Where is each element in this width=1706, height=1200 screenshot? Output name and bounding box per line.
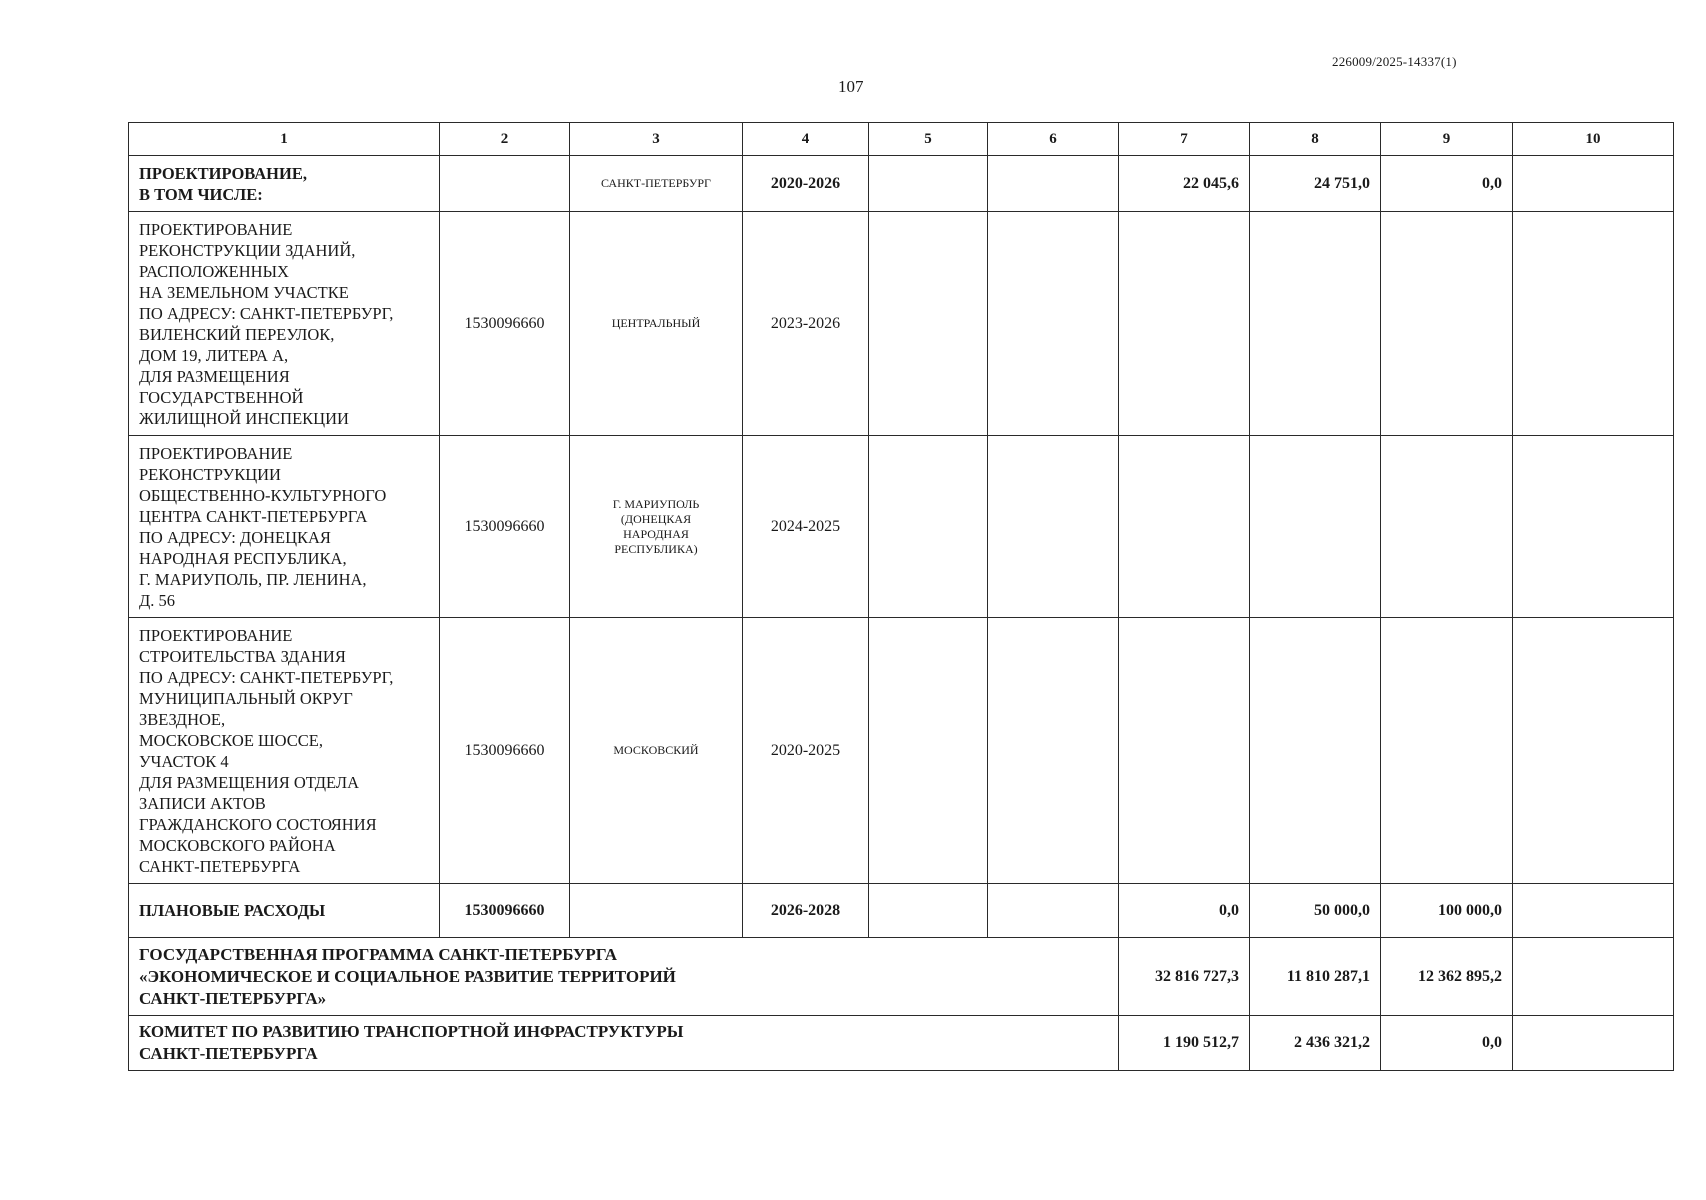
row-value-8: 50 000,0 — [1250, 884, 1381, 938]
row-cell-10 — [1513, 156, 1674, 212]
row-period: 2020-2026 — [743, 156, 869, 212]
row-period: 2023-2026 — [743, 212, 869, 436]
row-code — [440, 156, 570, 212]
row-value-7 — [1119, 618, 1250, 884]
row-value-7 — [1119, 212, 1250, 436]
row-value-8: 24 751,0 — [1250, 156, 1381, 212]
row-period: 2024-2025 — [743, 436, 869, 618]
row-name: ПРОЕКТИРОВАНИЕ РЕКОНСТРУКЦИИ ОБЩЕСТВЕННО-КУЛЬТУРНОГО ЦЕНТРА САНКТ-ПЕТЕРБУРГА ПО АДРЕСУ: ДОНЕЦКАЯ НАРОДНАЯ РЕСПУБЛИКА, Г. МАРИУПОЛЬ, ПР. ЛЕНИНА, Д. 56 — [129, 436, 440, 618]
program-value-9: 12 362 895,2 — [1381, 938, 1513, 1016]
row-name: ПРОЕКТИРОВАНИЕ, В ТОМ ЧИСЛЕ: — [129, 156, 440, 212]
committee-value-9: 0,0 — [1381, 1016, 1513, 1071]
row-code: 1530096660 — [440, 618, 570, 884]
row-value-8 — [1250, 618, 1381, 884]
column-header: 3 — [570, 123, 743, 156]
committee-name: КОМИТЕТ ПО РАЗВИТИЮ ТРАНСПОРТНОЙ ИНФРАСТРУКТУРЫ САНКТ-ПЕТЕРБУРГА — [129, 1016, 1119, 1071]
budget-table — [128, 122, 1674, 1071]
row-value-9: 100 000,0 — [1381, 884, 1513, 938]
row-cell-5 — [869, 156, 988, 212]
row-cell-10 — [1513, 436, 1674, 618]
row-location: ЦЕНТРАЛЬНЫЙ — [570, 212, 743, 436]
committee-value-8: 2 436 321,2 — [1250, 1016, 1381, 1071]
row-cell-6 — [988, 884, 1119, 938]
table-row — [129, 884, 1674, 938]
row-cell-5 — [869, 618, 988, 884]
row-code: 1530096660 — [440, 212, 570, 436]
committee-value-7: 1 190 512,7 — [1119, 1016, 1250, 1071]
program-cell-10 — [1513, 938, 1674, 1016]
row-cell-5 — [869, 884, 988, 938]
row-cell-10 — [1513, 884, 1674, 938]
column-header: 2 — [440, 123, 570, 156]
document-id: 226009/2025-14337(1) — [1332, 54, 1457, 69]
row-cell-10 — [1513, 618, 1674, 884]
row-location — [570, 884, 743, 938]
row-name: ПРОЕКТИРОВАНИЕ СТРОИТЕЛЬСТВА ЗДАНИЯ ПО АДРЕСУ: САНКТ-ПЕТЕРБУРГ, МУНИЦИПАЛЬНЫЙ ОКРУГ ЗВЕЗДНОЕ, МОСКОВСКОЕ ШОССЕ, УЧАСТОК 4 ДЛЯ РАЗМЕЩЕНИЯ ОТДЕЛА ЗАПИСИ АКТОВ ГРАЖДАНСКОГО СОСТОЯНИЯ МОСКОВСКОГО РАЙОНА САНКТ-ПЕТЕРБУРГА — [129, 618, 440, 884]
row-period: 2026-2028 — [743, 884, 869, 938]
row-period: 2020-2025 — [743, 618, 869, 884]
table-row — [129, 436, 1674, 618]
row-value-7: 22 045,6 — [1119, 156, 1250, 212]
row-cell-5 — [869, 212, 988, 436]
row-location: МОСКОВСКИЙ — [570, 618, 743, 884]
committee-cell-10 — [1513, 1016, 1674, 1071]
row-code: 1530096660 — [440, 884, 570, 938]
row-value-8 — [1250, 436, 1381, 618]
program-name: ГОСУДАРСТВЕННАЯ ПРОГРАММА САНКТ-ПЕТЕРБУРГА «ЭКОНОМИЧЕСКОЕ И СОЦИАЛЬНОЕ РАЗВИТИЕ ТЕРРИТОРИЙ САНКТ-ПЕТЕРБУРГА» — [129, 938, 1119, 1016]
table-row — [129, 156, 1674, 212]
row-cell-6 — [988, 618, 1119, 884]
table-row — [129, 618, 1674, 884]
column-header: 1 — [129, 123, 440, 156]
row-cell-6 — [988, 436, 1119, 618]
column-header: 10 — [1513, 123, 1674, 156]
row-name: ПЛАНОВЫЕ РАСХОДЫ — [129, 884, 440, 938]
program-value-8: 11 810 287,1 — [1250, 938, 1381, 1016]
row-cell-6 — [988, 156, 1119, 212]
row-value-9 — [1381, 436, 1513, 618]
page-number: 107 — [838, 77, 864, 96]
row-value-9 — [1381, 618, 1513, 884]
row-name: ПРОЕКТИРОВАНИЕ РЕКОНСТРУКЦИИ ЗДАНИЙ, РАСПОЛОЖЕННЫХ НА ЗЕМЕЛЬНОМ УЧАСТКЕ ПО АДРЕСУ: САНКТ-ПЕТЕРБУРГ, ВИЛЕНСКИЙ ПЕРЕУЛОК, ДОМ 19, ЛИТЕРА А, ДЛЯ РАЗМЕЩЕНИЯ ГОСУДАРСТВЕННОЙ ЖИЛИЩНОЙ ИНСПЕКЦИИ — [129, 212, 440, 436]
row-cell-10 — [1513, 212, 1674, 436]
row-value-7: 0,0 — [1119, 884, 1250, 938]
row-cell-5 — [869, 436, 988, 618]
row-location: САНКТ-ПЕТЕРБУРГ — [570, 156, 743, 212]
row-location: Г. МАРИУПОЛЬ (ДОНЕЦКАЯ НАРОДНАЯ РЕСПУБЛИКА) — [570, 436, 743, 618]
column-header: 9 — [1381, 123, 1513, 156]
column-header: 8 — [1250, 123, 1381, 156]
program-value-7: 32 816 727,3 — [1119, 938, 1250, 1016]
row-value-9 — [1381, 212, 1513, 436]
column-header: 7 — [1119, 123, 1250, 156]
table-row — [129, 212, 1674, 436]
row-value-7 — [1119, 436, 1250, 618]
column-header: 5 — [869, 123, 988, 156]
committee-row — [129, 1016, 1674, 1071]
row-cell-6 — [988, 212, 1119, 436]
row-value-9: 0,0 — [1381, 156, 1513, 212]
column-header: 6 — [988, 123, 1119, 156]
column-number-row — [129, 123, 1674, 156]
row-value-8 — [1250, 212, 1381, 436]
program-row — [129, 938, 1674, 1016]
row-code: 1530096660 — [440, 436, 570, 618]
column-header: 4 — [743, 123, 869, 156]
